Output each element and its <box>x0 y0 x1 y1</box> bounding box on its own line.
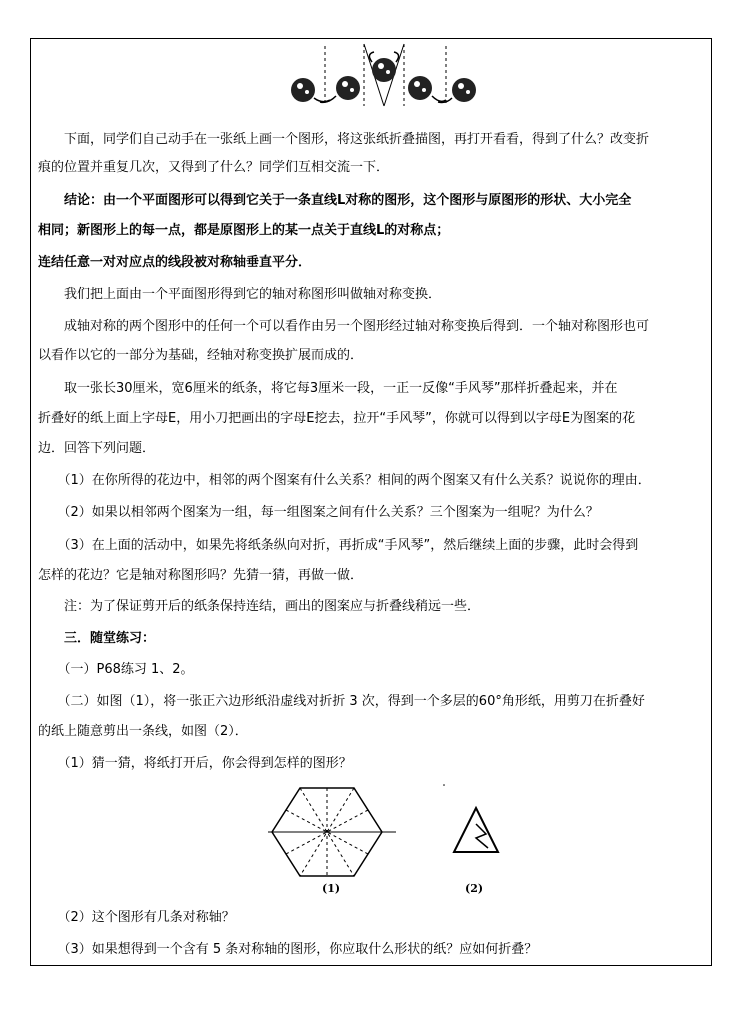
hexagon-figure <box>268 786 396 878</box>
triangle-figure <box>440 780 510 860</box>
conclusion-line: 结论：由一个平面图形可以得到它关于一条直线L对称的图形，这个图形与原图形的形状、大小完全 <box>38 193 632 208</box>
question-line: （2）如果以相邻两个图案为一组，每一组图案之间有什么关系？三个图案为一组呢？为什么？ <box>38 505 599 520</box>
conclusion-line: 相同；新图形上的每一点，都是原图形上的某一点关于直线L的对称点； <box>38 223 450 238</box>
paragraph-line: 痕的位置并重复几次，又得到了什么？同学们互相交流一下． <box>38 160 390 175</box>
folding-pattern-illustration <box>286 42 482 110</box>
question-line: （2）这个图形有几条对称轴？ <box>38 910 235 925</box>
conclusion-line: 连结任意一对对应点的线段被对称轴垂直平分． <box>38 255 312 270</box>
exercise-line: （一）P68练习 1、2。 <box>38 662 194 677</box>
paragraph-line: 折叠好的纸上面上字母E，用小刀把画出的字母E挖去，拉开“手风琴”，你就可以得到以字母E为图案的花 <box>38 411 636 426</box>
question-line: （3）如果想得到一个含有 5 条对称轴的图形，你应取什么形状的纸？应如何折叠？ <box>38 942 538 957</box>
note-line: 注：为了保证剪开后的纸条保持连结，画出的图案应与折叠线稍远一些． <box>38 599 481 614</box>
question-line: （1）猜一猜，将纸打开后，你会得到怎样的图形？ <box>38 756 352 771</box>
figure-2-label: (2) <box>465 882 484 895</box>
section-heading: 三．随堂练习： <box>38 631 156 646</box>
paragraph-line: 下面，同学们自己动手在一张纸上画一个图形，将这张纸折叠描图，再打开看看，得到了什么？改变折 <box>38 132 650 147</box>
exercise-line: （二）如图（1），将一张正六边形纸沿虚线对折折 3 次，得到一个多层的60°角形纸，用剪刀在折叠好 <box>38 694 645 709</box>
question-line: （1）在你所得的花边中，相邻的两个图案有什么关系？相间的两个图案又有什么关系？说说你的理由． <box>38 473 651 488</box>
paragraph-line: 取一张长30厘米，宽6厘米的纸条，将它每3厘米一段，一正一反像“手风琴”那样折叠起来，并在 <box>38 381 618 396</box>
question-line: 怎样的花边？它是轴对称图形吗？先猜一猜，再做一做． <box>38 568 364 583</box>
paragraph-line: 以看作以它的一部分为基础，经轴对称变换扩展而成的． <box>38 348 364 363</box>
question-line: （3）在上面的活动中，如果先将纸条纵向对折，再折成“手风琴”，然后继续上面的步骤，此时会得到 <box>38 538 639 553</box>
paragraph-line: 我们把上面由一个平面图形得到它的轴对称图形叫做轴对称变换． <box>38 287 442 302</box>
exercise-line: 的纸上随意剪出一条线，如图（2）． <box>38 724 248 739</box>
figure-1-label: (1) <box>322 882 341 895</box>
paragraph-line: 边．回答下列问题． <box>38 441 156 456</box>
paragraph-line: 成轴对称的两个图形中的任何一个可以看作由另一个图形经过轴对称变换后得到．一个轴对称图形也可 <box>38 319 650 334</box>
